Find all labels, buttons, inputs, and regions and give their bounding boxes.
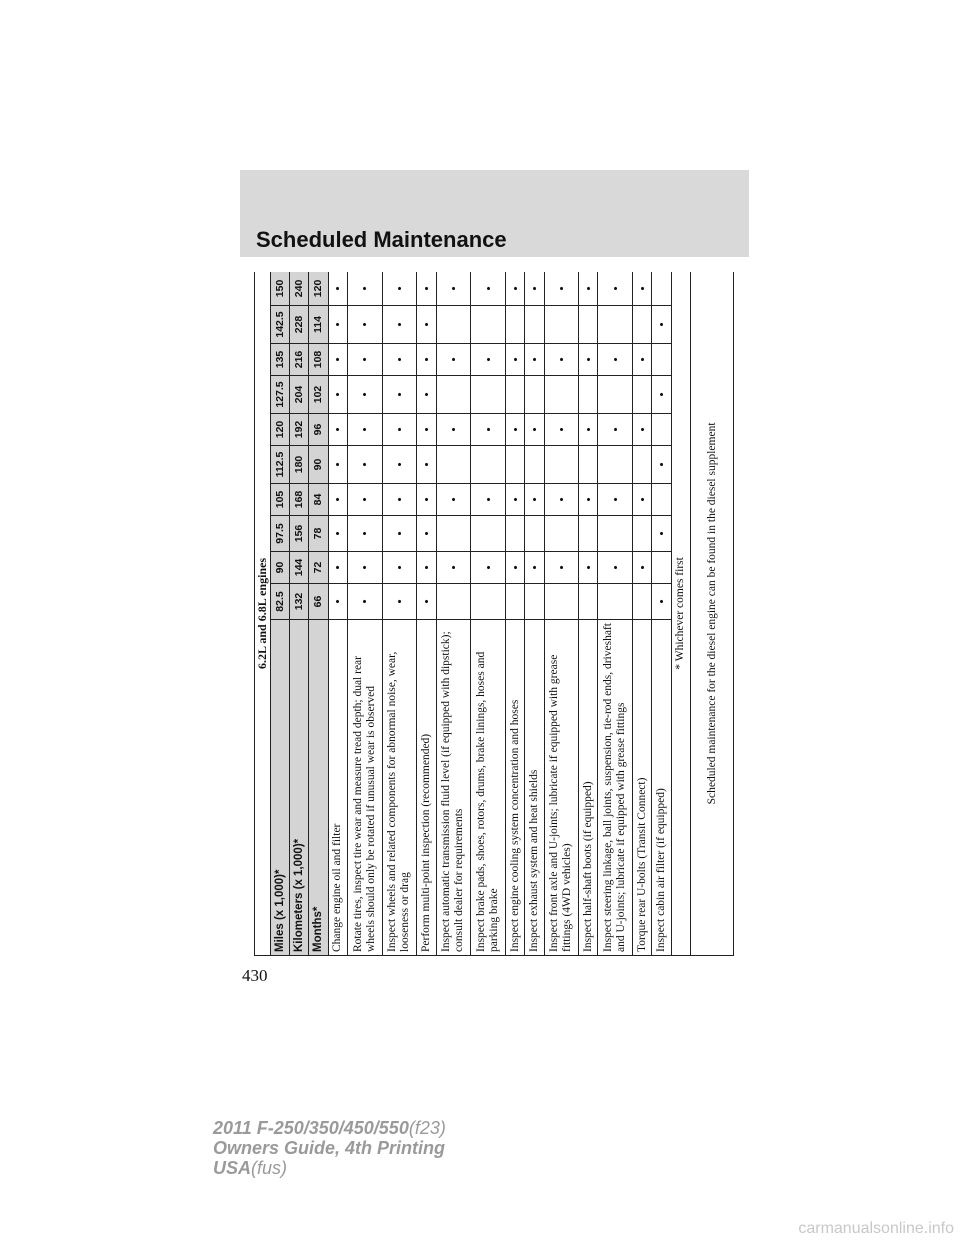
- service-mark: •: [598, 272, 633, 306]
- empty-cell: [506, 584, 525, 620]
- empty-cell: [652, 272, 671, 306]
- service-mark: •: [506, 344, 525, 376]
- service-mark: •: [652, 516, 671, 552]
- service-mark: •: [436, 552, 471, 584]
- interval-value: 108: [309, 344, 328, 376]
- service-mark: •: [328, 484, 347, 516]
- footer-model: 2011 F-250/350/450/550: [213, 1118, 409, 1138]
- service-mark: •: [471, 414, 506, 446]
- empty-cell: [633, 306, 652, 344]
- service-mark: •: [544, 272, 579, 306]
- table-row: [471, 272, 506, 956]
- service-mark: •: [652, 446, 671, 484]
- service-item-label: Inspect cabin air filter (if equipped): [652, 620, 671, 956]
- service-mark: •: [471, 552, 506, 584]
- empty-cell: [652, 552, 671, 584]
- service-mark: •: [436, 344, 471, 376]
- service-mark: •: [328, 376, 347, 414]
- interval-value: 150: [271, 272, 290, 306]
- table-row: [544, 272, 579, 956]
- service-mark: •: [382, 446, 417, 484]
- empty-cell: [598, 584, 633, 620]
- service-mark: •: [417, 344, 436, 376]
- interval-value: 127.5: [271, 376, 290, 414]
- interval-value: 105: [271, 484, 290, 516]
- empty-cell: [544, 516, 579, 552]
- header-band: [240, 170, 749, 257]
- interval-value: 120: [271, 414, 290, 446]
- service-mark: •: [382, 414, 417, 446]
- empty-cell: [598, 376, 633, 414]
- service-mark: •: [347, 376, 382, 414]
- empty-cell: [436, 306, 471, 344]
- service-mark: •: [544, 414, 579, 446]
- empty-cell: [525, 584, 544, 620]
- interval-value: 142.5: [271, 306, 290, 344]
- service-mark: •: [436, 484, 471, 516]
- table-row: [579, 272, 598, 956]
- service-mark: •: [347, 516, 382, 552]
- interval-value: 66: [309, 584, 328, 620]
- service-mark: •: [417, 552, 436, 584]
- interval-row: [290, 272, 309, 956]
- service-mark: •: [347, 306, 382, 344]
- service-mark: •: [347, 344, 382, 376]
- service-mark: •: [436, 272, 471, 306]
- service-mark: •: [417, 516, 436, 552]
- interval-value: 120: [309, 272, 328, 306]
- service-mark: •: [598, 552, 633, 584]
- interval-value: 180: [290, 446, 309, 484]
- service-mark: •: [328, 584, 347, 620]
- empty-cell: [506, 306, 525, 344]
- empty-cell: [544, 306, 579, 344]
- empty-cell: [633, 446, 652, 484]
- interval-value: 84: [309, 484, 328, 516]
- empty-cell: [652, 414, 671, 446]
- table-row: [328, 272, 347, 956]
- service-mark: •: [652, 584, 671, 620]
- service-mark: •: [471, 272, 506, 306]
- interval-value: 135: [271, 344, 290, 376]
- interval-value: 102: [309, 376, 328, 414]
- table-row: [598, 272, 633, 956]
- service-item-label: Inspect steering linkage, ball joints, suspension, tie-rod ends, driveshaft and U-joints; lubricate if equipped with grease fittings: [598, 620, 633, 956]
- service-mark: •: [598, 414, 633, 446]
- interval-value: 96: [309, 414, 328, 446]
- empty-cell: [579, 376, 598, 414]
- empty-cell: [633, 516, 652, 552]
- service-mark: •: [436, 414, 471, 446]
- page-title: Scheduled Maintenance: [256, 227, 507, 252]
- interval-value: 240: [290, 272, 309, 306]
- interval-label: Months*: [309, 620, 328, 956]
- diesel-note: Scheduled maintenance for the diesel engine can be found in the diesel supplement: [691, 272, 734, 956]
- empty-cell: [436, 516, 471, 552]
- service-item-label: Torque rear U-bolts (Transit Connect): [633, 620, 652, 956]
- service-mark: •: [579, 552, 598, 584]
- table-row: [347, 272, 382, 956]
- interval-value: 228: [290, 306, 309, 344]
- footer: [213, 1118, 446, 1178]
- empty-cell: [544, 376, 579, 414]
- service-mark: •: [544, 552, 579, 584]
- service-mark: •: [598, 344, 633, 376]
- interval-row: [271, 272, 290, 956]
- table-row: [436, 272, 471, 956]
- service-mark: •: [506, 484, 525, 516]
- table-row: [633, 272, 652, 956]
- service-mark: •: [417, 272, 436, 306]
- service-mark: •: [579, 272, 598, 306]
- service-mark: •: [506, 552, 525, 584]
- interval-value: 90: [271, 552, 290, 584]
- empty-cell: [506, 516, 525, 552]
- service-mark: •: [544, 484, 579, 516]
- service-mark: •: [382, 344, 417, 376]
- interval-label: Miles (x 1,000)*: [271, 620, 290, 956]
- service-mark: •: [525, 344, 544, 376]
- service-mark: •: [506, 414, 525, 446]
- interval-value: 72: [309, 552, 328, 584]
- interval-value: 204: [290, 376, 309, 414]
- service-item-label: Inspect front axle and U-joints; lubricate if equipped with grease fittings (4WD vehicles): [544, 620, 579, 956]
- service-mark: •: [525, 484, 544, 516]
- footer-region-code: (fus): [251, 1158, 288, 1178]
- watermark: carmanualsonline.info: [798, 1220, 954, 1237]
- page-number: 430: [242, 966, 268, 985]
- service-mark: •: [579, 414, 598, 446]
- interval-value: 114: [309, 306, 328, 344]
- service-mark: •: [347, 484, 382, 516]
- service-mark: •: [417, 446, 436, 484]
- interval-value: 132: [290, 584, 309, 620]
- service-mark: •: [382, 272, 417, 306]
- service-mark: •: [579, 344, 598, 376]
- service-mark: •: [471, 344, 506, 376]
- service-mark: •: [633, 552, 652, 584]
- empty-cell: [471, 516, 506, 552]
- interval-value: 144: [290, 552, 309, 584]
- service-mark: •: [471, 484, 506, 516]
- empty-cell: [579, 306, 598, 344]
- empty-cell: [579, 446, 598, 484]
- service-mark: •: [382, 584, 417, 620]
- interval-value: 90: [309, 446, 328, 484]
- service-mark: •: [633, 414, 652, 446]
- service-mark: •: [328, 414, 347, 446]
- service-mark: •: [382, 516, 417, 552]
- service-mark: •: [544, 344, 579, 376]
- empty-cell: [652, 344, 671, 376]
- interval-value: 192: [290, 414, 309, 446]
- table-row: [652, 272, 671, 956]
- interval-row: [309, 272, 328, 956]
- service-mark: •: [579, 484, 598, 516]
- footer-model-code: (f23): [408, 1118, 446, 1138]
- service-mark: •: [417, 414, 436, 446]
- empty-cell: [633, 584, 652, 620]
- interval-value: 156: [290, 516, 309, 552]
- empty-cell: [652, 484, 671, 516]
- service-mark: •: [382, 376, 417, 414]
- empty-cell: [436, 376, 471, 414]
- service-mark: •: [417, 376, 436, 414]
- table-row: [417, 272, 436, 956]
- service-item-label: Inspect automatic transmission fluid level (if equipped with dipstick); consult dealer for requirements: [436, 620, 471, 956]
- service-mark: •: [328, 272, 347, 306]
- service-item-label: Inspect wheels and related components for abnormal noise, wear, looseness or drag: [382, 620, 417, 956]
- service-mark: •: [347, 552, 382, 584]
- table-row: [382, 272, 417, 956]
- service-mark: •: [382, 552, 417, 584]
- empty-cell: [544, 446, 579, 484]
- empty-cell: [525, 446, 544, 484]
- interval-value: 112.5: [271, 446, 290, 484]
- service-mark: •: [382, 484, 417, 516]
- table-row: [506, 272, 525, 956]
- maintenance-table-wrapper: [254, 272, 734, 956]
- empty-cell: [633, 376, 652, 414]
- interval-value: 82.5: [271, 584, 290, 620]
- service-mark: •: [633, 344, 652, 376]
- service-item-label: Perform multi-point inspection (recommended): [417, 620, 436, 956]
- service-mark: •: [652, 306, 671, 344]
- interval-value: 216: [290, 344, 309, 376]
- maintenance-table: [254, 272, 734, 956]
- service-mark: •: [633, 484, 652, 516]
- service-item-label: Inspect half-shaft boots (if equipped): [579, 620, 598, 956]
- empty-cell: [471, 446, 506, 484]
- interval-value: 168: [290, 484, 309, 516]
- service-mark: •: [652, 376, 671, 414]
- service-mark: •: [525, 552, 544, 584]
- empty-cell: [471, 306, 506, 344]
- service-mark: •: [525, 272, 544, 306]
- empty-cell: [436, 584, 471, 620]
- empty-cell: [525, 376, 544, 414]
- empty-cell: [525, 516, 544, 552]
- empty-cell: [598, 516, 633, 552]
- empty-cell: [436, 446, 471, 484]
- service-mark: •: [347, 446, 382, 484]
- empty-cell: [471, 376, 506, 414]
- empty-cell: [579, 584, 598, 620]
- service-item-label: Inspect exhaust system and heat shields: [525, 620, 544, 956]
- service-mark: •: [382, 306, 417, 344]
- service-mark: •: [598, 484, 633, 516]
- interval-label: Kilometers (x 1,000)*: [290, 620, 309, 956]
- table-title: 6.2L and 6.8L engines: [255, 272, 271, 956]
- interval-value: 78: [309, 516, 328, 552]
- service-item-label: Inspect engine cooling system concentration and hoses: [506, 620, 525, 956]
- empty-cell: [544, 584, 579, 620]
- service-mark: •: [525, 414, 544, 446]
- service-mark: •: [417, 484, 436, 516]
- footer-guide: Owners Guide, 4th Printing: [213, 1138, 446, 1158]
- footer-region: USA: [213, 1158, 252, 1178]
- service-mark: •: [328, 552, 347, 584]
- empty-cell: [598, 306, 633, 344]
- empty-cell: [506, 376, 525, 414]
- service-mark: •: [347, 584, 382, 620]
- empty-cell: [471, 584, 506, 620]
- empty-cell: [525, 306, 544, 344]
- service-item-label: Rotate tires, inspect tire wear and measure tread depth; dual rear wheels should only be rotated if unusual wear is observed: [347, 620, 382, 956]
- service-mark: •: [633, 272, 652, 306]
- footnote: * Whichever comes first: [671, 272, 690, 956]
- empty-cell: [579, 516, 598, 552]
- service-mark: •: [506, 272, 525, 306]
- service-item-label: Inspect brake pads, shoes, rotors, drums, brake linings, hoses and parking brake: [471, 620, 506, 956]
- interval-value: 97.5: [271, 516, 290, 552]
- empty-cell: [506, 446, 525, 484]
- service-mark: •: [417, 584, 436, 620]
- empty-cell: [598, 446, 633, 484]
- service-mark: •: [328, 516, 347, 552]
- service-mark: •: [347, 272, 382, 306]
- service-mark: •: [417, 306, 436, 344]
- table-row: [525, 272, 544, 956]
- service-mark: •: [347, 414, 382, 446]
- service-mark: •: [328, 446, 347, 484]
- service-mark: •: [328, 306, 347, 344]
- service-mark: •: [328, 344, 347, 376]
- service-item-label: Change engine oil and filter: [328, 620, 347, 956]
